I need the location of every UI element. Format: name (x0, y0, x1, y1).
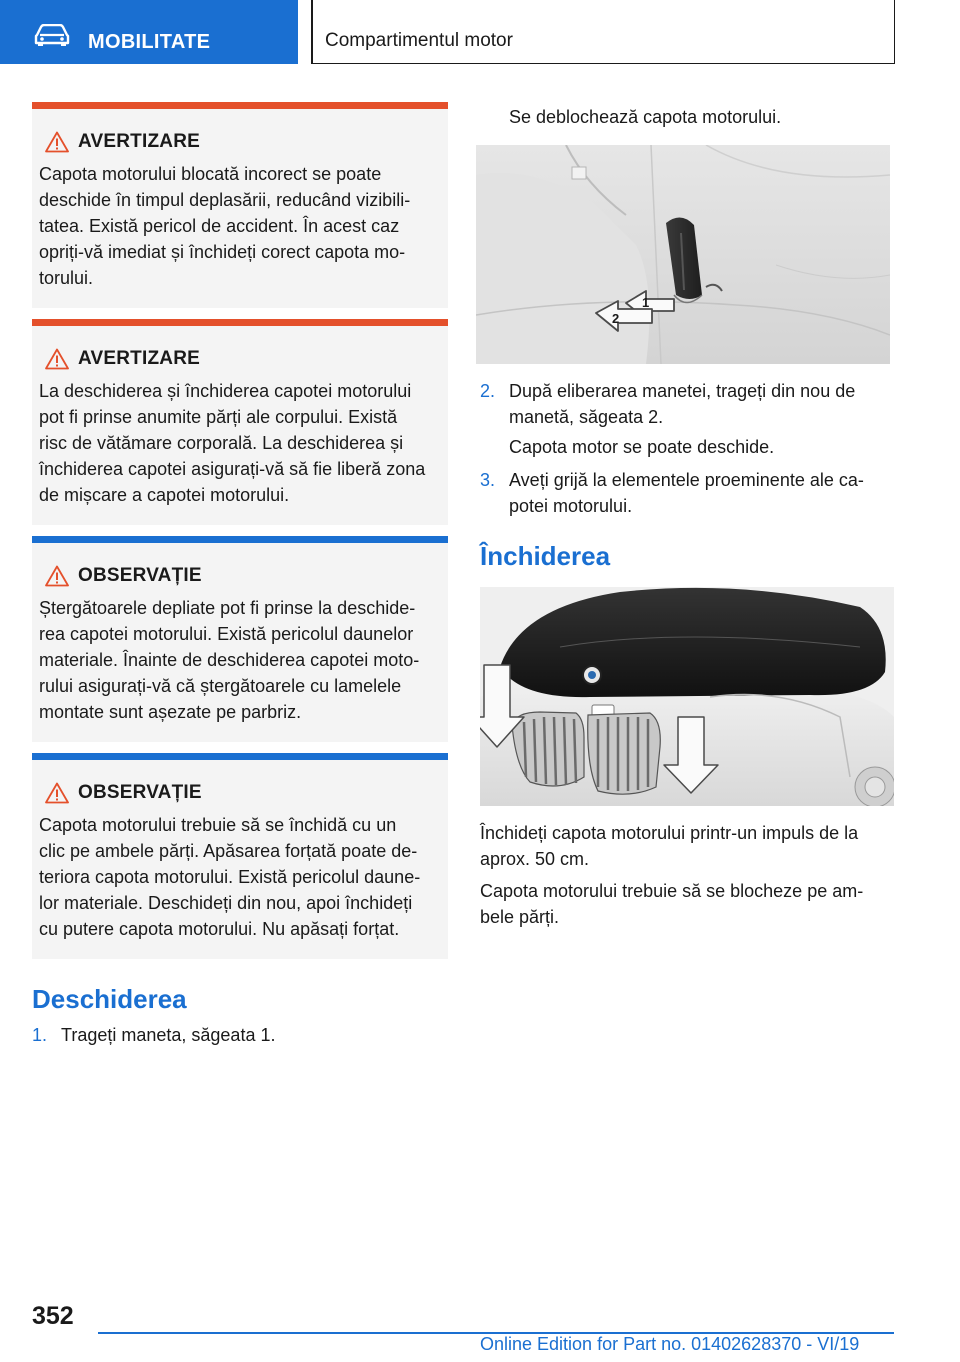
section-tab[interactable] (0, 0, 298, 64)
step-item (480, 378, 890, 430)
car-icon (34, 24, 70, 46)
notice-text: Capota motorului trebuie să se închidă cu un clic pe ambele părți. Apăsarea forțată poate de- teriora capota motorului. Există pericolul daune- lor materiale. Deschideți din nou, apoi închideți cu putere capota motorului. Nu apăsați forțat. (39, 815, 421, 939)
step-result: Se deblochează capota motorului. (509, 107, 782, 127)
step-number: 1. (32, 1025, 48, 1045)
arrow-label-1: 1 (642, 295, 650, 310)
warning-triangle-icon (45, 782, 69, 804)
warning-title: AVERTIZARE (78, 348, 200, 369)
section-heading-opening: Deschiderea (32, 984, 187, 1014)
notice-title: OBSERVAȚIE (78, 565, 202, 586)
arrow-label-2: 2 (612, 311, 620, 326)
section-label: MOBILITATE (88, 31, 211, 53)
hood-closing-illustration (480, 587, 894, 806)
closing-paragraph: Capota motorului trebuie să se blocheze pe am- bele părți. (480, 881, 864, 927)
warning-triangle-icon (45, 131, 69, 153)
step-item (480, 467, 890, 519)
closing-paragraph: Închideți capota motorului printr-un impuls de la aprox. 50 cm. (480, 823, 859, 869)
step-item (32, 1022, 442, 1048)
page-number: 352 (32, 1302, 74, 1330)
notice-title: OBSERVAȚIE (78, 782, 202, 803)
hood-release-lever-image (476, 145, 890, 364)
step-text: După eliberarea manetei, trageți din nou de manetă, săgeata 2. (509, 381, 856, 427)
warning-triangle-icon (45, 348, 69, 370)
footer-edition-text: Online Edition for Part no. 01402628370 - VI/19 (480, 1334, 860, 1354)
warning-text: La deschiderea și închiderea capotei motorului pot fi prinse anumite părți ale corpului. Există risc de vătămare corporală. La deschiderea și închiderea capotei asigurați-vă să fie liberă zona de mișcare a capotei motorului. (39, 381, 426, 505)
section-heading-closing: Închiderea (480, 541, 611, 571)
warning-box (32, 102, 448, 308)
notice-box (32, 536, 448, 742)
hood-closing-image (480, 587, 894, 806)
step-number: 3. (480, 470, 496, 490)
header-divider (311, 0, 313, 64)
warning-title: AVERTIZARE (78, 131, 200, 152)
notice-box (32, 753, 448, 959)
hood-release-illustration (476, 145, 890, 364)
warning-box (32, 319, 448, 525)
step-number: 2. (480, 381, 496, 401)
chapter-title: Compartimentul motor (325, 30, 513, 51)
step-result: Capota motor se poate deschide. (509, 437, 775, 457)
step-text: Aveți grijă la elementele proeminente ale ca- potei motorului. (509, 470, 864, 516)
chapter-title-box (311, 0, 895, 64)
notice-text: Ștergătoarele depliate pot fi prinse la deschide- rea capotei motorului. Există pericolul daunelor materiale. Înainte de deschiderea capotei moto- rului asigurați-vă că ștergătoarele cu lamelele montate sunt așezate pe parbriz. (39, 598, 420, 722)
step-text: Trageți maneta, săgeata 1. (61, 1025, 276, 1045)
warning-text: Capota motorului blocată incorect se poate deschide în timpul deplasării, reducând vizibili- tatea. Există pericol de accident. În acest caz opriți-vă imediat și închideți corect capota mo- torului. (39, 164, 411, 288)
warning-triangle-icon (45, 565, 69, 587)
